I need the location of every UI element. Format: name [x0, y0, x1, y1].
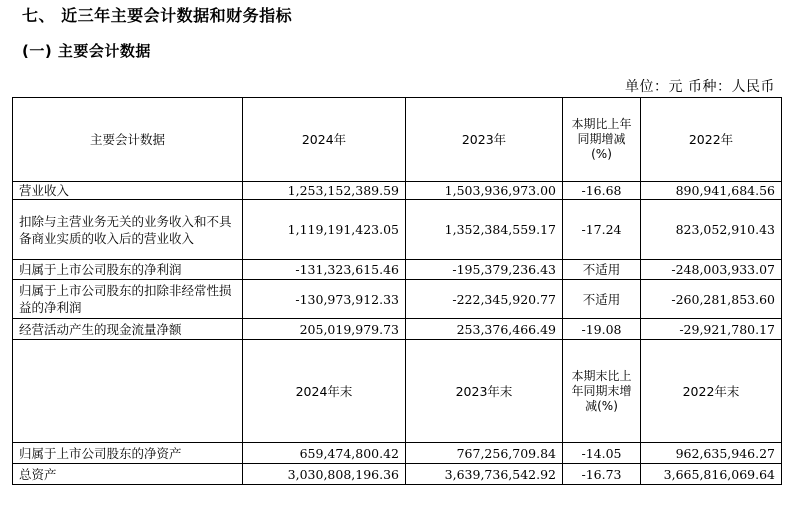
header-2024-end: 2024年末 [243, 340, 406, 443]
value-2022: 890,941,684.56 [641, 182, 782, 200]
header-2022: 2022年 [641, 98, 782, 182]
table-header-row [13, 340, 782, 443]
section-title: 七、 近三年主要会计数据和财务指标 [22, 6, 293, 25]
value-2024: -131,323,615.46 [243, 260, 406, 280]
value-2023: 1,503,936,973.00 [406, 182, 563, 200]
table-row [13, 182, 782, 200]
header-change: 本期比上年同期增减(%) [563, 98, 641, 182]
value-change: 不适用 [563, 260, 641, 280]
value-2024: 3,030,808,196.36 [243, 464, 406, 485]
row-label: 总资产 [13, 464, 243, 485]
row-label: 归属于上市公司股东的净利润 [13, 260, 243, 280]
value-2024: -130,973,912.33 [243, 280, 406, 319]
value-2022: -29,921,780.17 [641, 319, 782, 340]
table-row [13, 200, 782, 260]
value-2024: 205,019,979.73 [243, 319, 406, 340]
header-2024: 2024年 [243, 98, 406, 182]
header-2022-end: 2022年末 [641, 340, 782, 443]
value-2022: -248,003,933.07 [641, 260, 782, 280]
table-row [13, 319, 782, 340]
value-2022: 3,665,816,069.64 [641, 464, 782, 485]
accounting-data-table [12, 97, 782, 485]
value-2022: -260,281,853.60 [641, 280, 782, 319]
table-row [13, 260, 782, 280]
table-row [13, 280, 782, 319]
value-2022: 823,052,910.43 [641, 200, 782, 260]
value-2023: -222,345,920.77 [406, 280, 563, 319]
value-2023: 1,352,384,559.17 [406, 200, 563, 260]
header-2023: 2023年 [406, 98, 563, 182]
value-change: 不适用 [563, 280, 641, 319]
value-change: -17.24 [563, 200, 641, 260]
subsection-title: (一) 主要会计数据 [22, 42, 151, 60]
value-change: -16.73 [563, 464, 641, 485]
row-label: 营业收入 [13, 182, 243, 200]
value-2023: 767,256,709.84 [406, 443, 563, 464]
header-2023-end: 2023年末 [406, 340, 563, 443]
value-2023: 3,639,736,542.92 [406, 464, 563, 485]
value-2024: 659,474,800.42 [243, 443, 406, 464]
value-2023: 253,376,466.49 [406, 319, 563, 340]
row-label: 经营活动产生的现金流量净额 [13, 319, 243, 340]
header-item: 主要会计数据 [13, 98, 243, 182]
value-change: -16.68 [563, 182, 641, 200]
value-change: -19.08 [563, 319, 641, 340]
value-2023: -195,379,236.43 [406, 260, 563, 280]
row-label: 归属于上市公司股东的扣除非经常性损益的净利润 [13, 280, 243, 319]
value-2024: 1,119,191,423.05 [243, 200, 406, 260]
row-label: 归属于上市公司股东的净资产 [13, 443, 243, 464]
row-label: 扣除与主营业务无关的业务收入和不具备商业实质的收入后的营业收入 [13, 200, 243, 260]
table-row [13, 464, 782, 485]
value-2024: 1,253,152,389.59 [243, 182, 406, 200]
table-row [13, 443, 782, 464]
header-item-empty [13, 340, 243, 443]
value-change: -14.05 [563, 443, 641, 464]
table-header-row [13, 98, 782, 182]
unit-note: 单位：元 币种：人民币 [625, 79, 775, 95]
value-2022: 962,635,946.27 [641, 443, 782, 464]
header-change-end: 本期末比上年同期末增减(%) [563, 340, 641, 443]
